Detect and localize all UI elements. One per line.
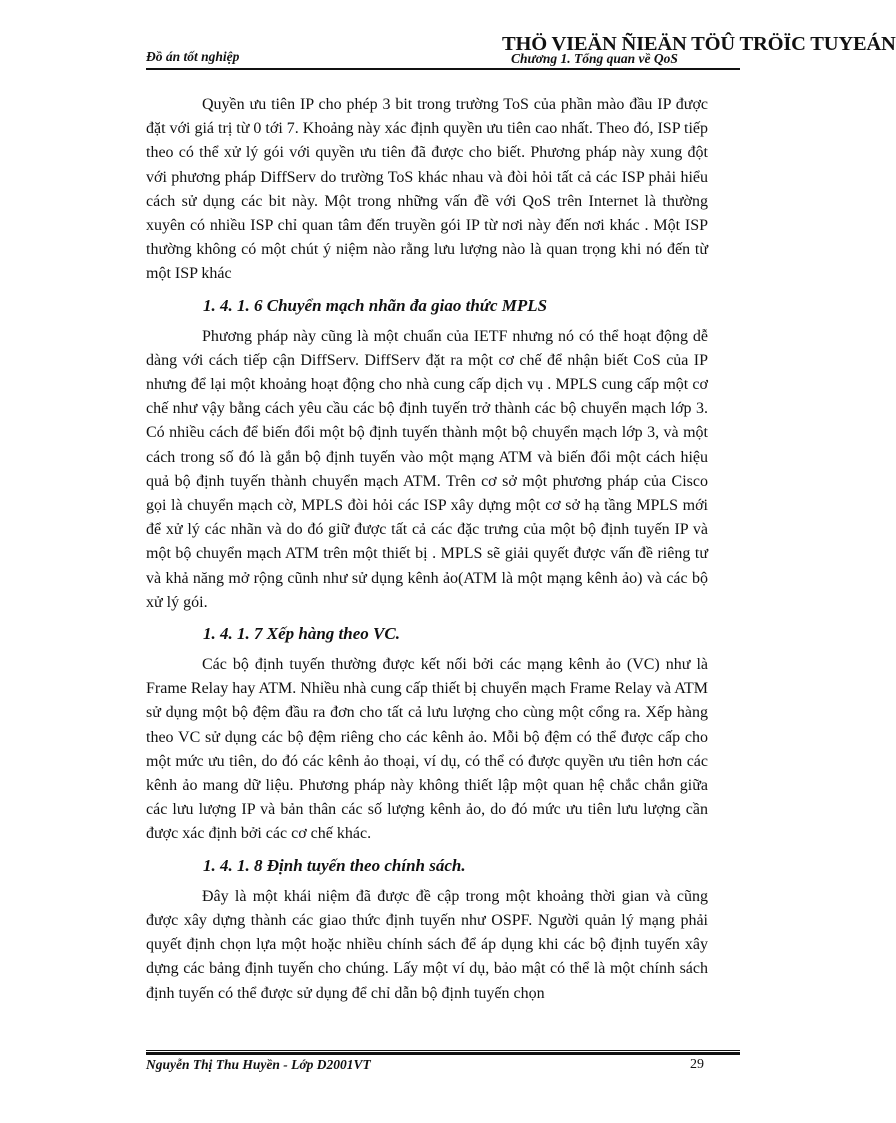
paragraph: Phương pháp này cũng là một chuẩn của IETF nhưng nó có thể hoạt động dễ dàng với cách tiếp cận DiffServ. DiffServ đặt ra một cơ chế để nhận biết CoS của IP nhưng để lại một khoảng hoạt động cho nhà cung cấp dịch vụ . MPLS cung cấp một cơ chế như vậy bằng cách yêu cầu các bộ định tuyến trở thành các bộ chuyển mạch lớp 3. Có nhiều cách để biến đổi một bộ định tuyến thành một bộ chuyển mạch lớp 3, và một cách trong số đó là gắn bộ định tuyến vào một mạng ATM và biến đổi một cách hiệu quả bộ định tuyến thành chuyển mạch ATM. Trên cơ sở một phương pháp của Cisco gọi là chuyển mạch cờ, MPLS đòi hỏi các ISP xây dựng một cơ sở hạ tầng MPLS mới để xử lý các nhãn và do đó giữ được tất cả các đặc trưng của một bộ định tuyến IP và một bộ chuyển mạch ATM trên một thiết bị . MPLS sẽ giải quyết được vấn đề riêng tư và khả năng mở rộng cũnh như sử dụng kênh ảo(ATM là một mạng kênh ảo) và các bộ xử lý gói.	[146, 327, 708, 611]
chapter-title: Chương 1. Tổng quan về QoS	[511, 51, 678, 66]
footer-rule-thick	[146, 1052, 740, 1055]
library-watermark: THÖ VIEÄN ÑIEÄN TÖÛ TRÖÏC TUYEÁN	[502, 33, 896, 55]
paragraph: Các bộ định tuyến thường được kết nối bởi các mạng kênh ảo (VC) như là Frame Relay hay ATM. Nhiều nhà cung cấp thiết bị chuyển mạch Frame Relay và ATM sử dụng một bộ đệm đầu ra đơn cho tất cả lưu lượng cho cùng một cổng ra. Xếp hàng theo VC sử dụng các bộ đệm riêng cho các kênh ảo. Mỗi bộ đệm có thể được cấp cho một mức ưu tiên, do đó các kênh ảo thoại, ví dụ, có thể có được quyền ưu tiên hơn các kênh ảo mang dữ liệu. Phương pháp này không thiết lập một quan hệ chắc chắn giữa các lưu lượng IP và bản thân các số lượng kênh ảo, do đó mức ưu tiên lưu lượng cần được xác định bởi các cơ chế khác.	[146, 656, 708, 843]
page-body	[146, 93, 708, 1006]
page-number: 29	[690, 1057, 704, 1072]
section-heading: 1. 4. 1. 8 Định tuyến theo chính sách.	[203, 855, 466, 875]
footer-author: Nguyễn Thị Thu Huyền - Lớp D2001VT	[146, 1057, 371, 1072]
paragraph: Quyền ưu tiên IP cho phép 3 bit trong trường ToS của phần mào đầu IP được đặt với giá trị từ 0 tới 7. Khoảng này xác định quyền ưu tiên cao nhất. Theo đó, ISP tiếp theo có thể xử lý gói với quyền ưu tiên đã được cho biết. Phương pháp này xung đột với phương pháp DiffServ do trường ToS khác nhau và đòi hỏi tất cả các ISP phải hiểu cách sử dụng các bit này. Một trong những vấn đề với QoS trên Internet là thường xuyên có nhiều ISP chỉ quan tâm đến truyền gói IP từ nơi này đến nơi khác . Một ISP thường không có một chút ý niệm nào rằng lưu lượng nào là quan trọng khi nó đến từ một ISP khác	[146, 96, 708, 283]
footer-rule-thin	[146, 1050, 740, 1051]
section-heading: 1. 4. 1. 7 Xếp hàng theo VC.	[203, 624, 400, 644]
header-title: Đồ án tốt nghiệp	[146, 49, 240, 64]
paragraph: Đây là một khái niệm đã được đề cập trong một khoảng thời gian và cũng được xây dựng thành các giao thức định tuyến như OSPF. Người quản lý mạng phải quyết định chọn lựa một hoặc nhiều chính sách để áp dụng khi các bộ định tuyến xây dựng các bảng định tuyến cho chúng. Lấy một ví dụ, bảo mật có thể là một chính sách định tuyến có thể được sử dụng để chỉ dẫn bộ định tuyến chọn	[146, 887, 708, 1002]
header-rule	[146, 68, 740, 70]
section-heading: 1. 4. 1. 6 Chuyển mạch nhãn đa giao thức MPLS	[203, 295, 548, 315]
